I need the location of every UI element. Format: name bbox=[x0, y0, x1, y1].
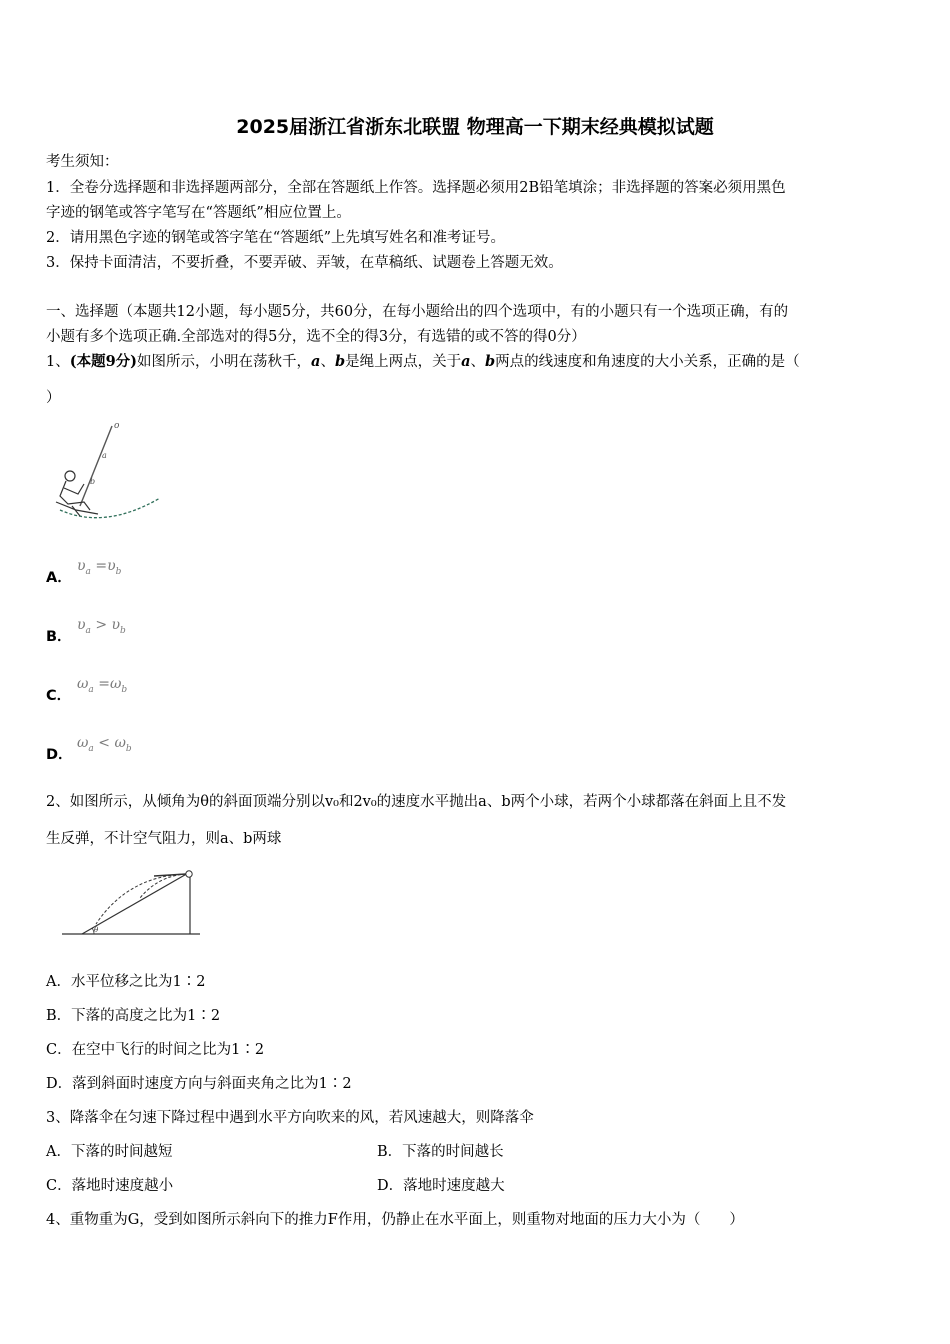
formula-op: = bbox=[98, 676, 110, 692]
separator-2: 、 bbox=[470, 354, 485, 370]
formula-rhs-sub: b bbox=[120, 625, 126, 636]
velocity-arrow bbox=[154, 874, 186, 876]
q1-option-d[interactable] bbox=[46, 745, 908, 765]
q1-option-b-label: B． bbox=[46, 629, 72, 645]
question-1-tag: (本题9分) bbox=[69, 353, 138, 370]
q2-option-b[interactable]: B．下落的高度之比为1∶2 bbox=[46, 1008, 221, 1024]
formula-op: > bbox=[95, 617, 108, 633]
formula-rhs: ω bbox=[114, 735, 126, 751]
formula-rhs: υ bbox=[107, 558, 116, 574]
notice-line-4: 3．保持卡面清洁，不要折叠，不要弄破、弄皱，在草稿纸、试题卷上答题无效。 bbox=[46, 255, 563, 271]
q3-option-d[interactable]: D．落地时速度越大 bbox=[377, 1178, 505, 1194]
formula-op: < bbox=[98, 735, 110, 751]
formula-lhs: ω bbox=[77, 735, 89, 751]
question-2-line-2: 生反弹，不计空气阻力，则a、b两球 bbox=[46, 831, 282, 847]
question-3-text: 3、降落伞在匀速下降过程中遇到水平方向吹来的风，若风速越大，则降落伞 bbox=[46, 1110, 534, 1126]
formula-lhs-sub: a bbox=[88, 743, 94, 754]
formula-lhs: υ bbox=[77, 617, 86, 633]
question-2-line-1: 2、如图所示，从倾角为θ的斜面顶端分别以v₀和2v₀的速度水平抛出a、b两个小球，若两个小球都落在斜面上且不发 bbox=[46, 794, 787, 810]
notice-line-1: 1．全卷分选择题和非选择题两部分，全部在答题纸上作答。选择题必须用2B铅笔填涂；非选择题的答案必须用黑色 bbox=[46, 180, 786, 196]
notice-line-3: 2．请用黑色字迹的钢笔或答字笔在“答题纸”上先填写姓名和准考证号。 bbox=[46, 230, 506, 246]
q3-option-c[interactable]: C．落地时速度越小 bbox=[46, 1178, 174, 1194]
q1-option-d-label: D． bbox=[46, 747, 73, 763]
q3-option-b[interactable]: B．下落的时间越长 bbox=[377, 1144, 504, 1160]
point-b-label-2: b bbox=[485, 353, 496, 370]
section-heading-line-1: 一、选择题（本题共12小题，每小题5分，共60分，在每小题给出的四个选项中，有的小题只有一个选项正确，有的 bbox=[46, 304, 789, 320]
formula-rhs-sub: b bbox=[115, 566, 122, 577]
q2-option-d[interactable]: D．落到斜面时速度方向与斜面夹角之比为1∶2 bbox=[46, 1076, 352, 1092]
page-title: 2025届浙江省浙东北联盟 物理高一下期末经典模拟试题 bbox=[236, 116, 714, 138]
formula-lhs-sub: a bbox=[85, 566, 91, 577]
q1-option-b[interactable] bbox=[46, 627, 908, 647]
question-4-text: 4、重物重为G，受到如图所示斜向下的推力F作用，仍静止在水平面上，则重物对地面的压力大小为（ ） bbox=[46, 1212, 744, 1228]
q1-option-c-formula bbox=[77, 676, 127, 695]
q3-option-a[interactable]: A．下落的时间越短 bbox=[46, 1144, 173, 1160]
question-1-close-paren: ） bbox=[46, 390, 61, 406]
swing-rope bbox=[80, 426, 112, 506]
q1-option-a-formula bbox=[77, 558, 121, 577]
notice-line-2: 字迹的钢笔或答字笔写在“答题纸”相应位置上。 bbox=[46, 205, 351, 221]
fig-point-b: b bbox=[90, 477, 96, 486]
section-heading-line-2: 小题有多个选项正确.全部选对的得5分，选不全的得3分，有选错的或不答的得0分） bbox=[46, 329, 586, 345]
notice-heading: 考生须知： bbox=[46, 154, 119, 170]
incline-figure bbox=[58, 866, 203, 940]
formula-lhs: υ bbox=[77, 558, 86, 574]
formula-rhs-sub: b bbox=[125, 743, 132, 754]
swing-figure bbox=[50, 418, 165, 523]
theta-label: θ bbox=[94, 926, 99, 934]
question-1-stem: 如图所示，小明在荡秋千， bbox=[137, 354, 312, 370]
formula-rhs: υ bbox=[111, 617, 121, 633]
formula-lhs-sub: a bbox=[88, 684, 94, 695]
fig-point-a: a bbox=[102, 451, 107, 460]
formula-lhs-sub: a bbox=[85, 625, 91, 636]
formula-rhs-sub: b bbox=[121, 684, 128, 695]
question-1-number: 1、 bbox=[46, 354, 70, 370]
formula-op: = bbox=[95, 558, 108, 574]
q2-option-c[interactable]: C．在空中飞行的时间之比为1∶2 bbox=[46, 1042, 265, 1058]
ball-icon bbox=[186, 871, 192, 877]
q1-option-a[interactable] bbox=[46, 568, 908, 588]
point-a-label-2: a bbox=[461, 353, 471, 370]
q1-option-a-label: A． bbox=[46, 570, 72, 586]
question-1-stem-2: 是绳上两点，关于 bbox=[345, 354, 462, 370]
q1-option-c-label: C． bbox=[46, 688, 72, 704]
q2-option-a[interactable]: A．水平位移之比为1∶2 bbox=[46, 974, 206, 990]
question-1-stem-3: 两点的线速度和角速度的大小关系，正确的是（ bbox=[495, 354, 800, 370]
point-a-label: a bbox=[311, 353, 321, 370]
formula-rhs: ω bbox=[109, 676, 122, 692]
incline-slope bbox=[82, 872, 190, 934]
swing-arc bbox=[60, 498, 160, 518]
point-b-label: b bbox=[334, 353, 346, 370]
q1-option-d-formula bbox=[77, 735, 132, 754]
pivot-o-label: o bbox=[114, 421, 120, 431]
q1-option-c[interactable] bbox=[46, 686, 908, 706]
q1-option-b-formula bbox=[77, 617, 126, 636]
question-1-text bbox=[46, 352, 908, 372]
formula-lhs: ω bbox=[77, 676, 89, 692]
separator: 、 bbox=[320, 354, 335, 370]
